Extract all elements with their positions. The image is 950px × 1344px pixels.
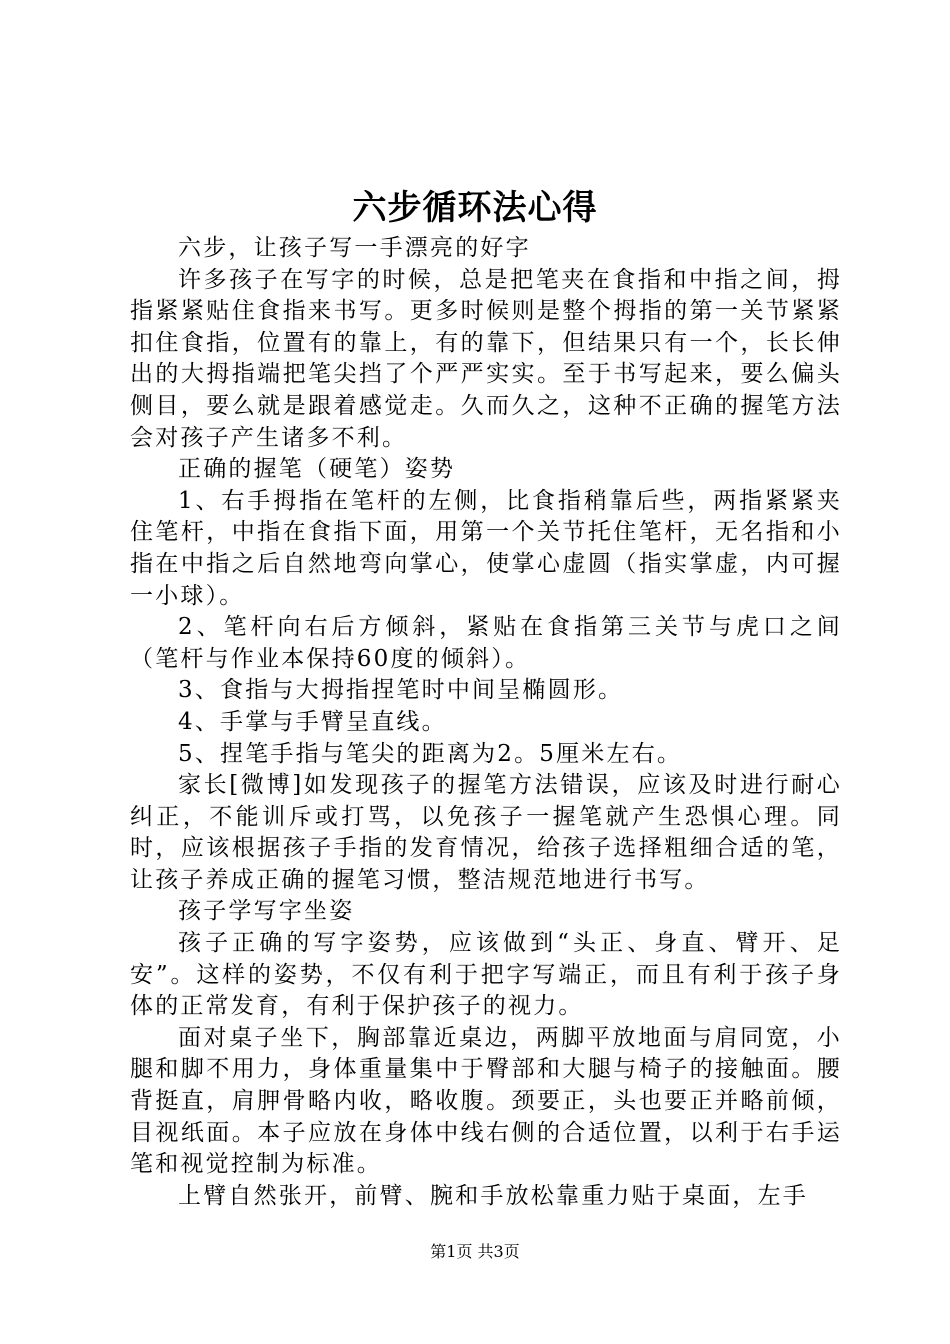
paragraph-step-5: 5、捏笔手指与笔尖的距离为2。5厘米左右。 bbox=[178, 740, 683, 767]
paragraph-arms: 上臂自然张开，前臂、腕和手放松靠重力贴于桌面，左手 bbox=[178, 1182, 808, 1209]
section-heading-grip: 正确的握笔（硬笔）姿势 bbox=[178, 456, 456, 483]
page-footer: 第1页 共3页 bbox=[430, 1242, 520, 1261]
paragraph-parents: 家长[微博]如发现孩子的握笔方法错误，应该及时进行耐心纠正，不能训斥或打骂，以免孩子一握笔就产生恐惧心理。同时，应该根据孩子手指的发育情况，给孩子选择粗细合适的笔，让孩子养成正确的握笔习惯，整洁规范地进行书写。 bbox=[130, 772, 842, 893]
paragraph-step-3: 3、食指与大拇指捏笔时中间呈椭圆形。 bbox=[178, 677, 624, 704]
document-title: 六步循环法心得 bbox=[352, 188, 598, 228]
paragraph-subtitle: 六步，让孩子写一手漂亮的好字 bbox=[178, 235, 531, 261]
paragraph-posture-intro: 孩子正确的写字姿势，应该做到“头正、身直、臂开、足安”。这样的姿势，不仅有利于把字写端正，而且有利于孩子身体的正常发育，有利于保护孩子的视力。 bbox=[130, 930, 842, 1020]
paragraph-step-2: 2、笔杆向右后方倾斜，紧贴在食指第三关节与虎口之间（笔杆与作业本保持60度的倾斜）。 bbox=[130, 614, 842, 672]
document-body bbox=[130, 233, 842, 1212]
paragraph-intro: 许多孩子在写字的时候，总是把笔夹在食指和中指之间，拇指紧紧贴住食指来书写。更多时候则是整个拇指的第一关节紧紧扣住食指，位置有的靠上，有的靠下，但结果只有一个，长长伸出的大拇指端把笔尖挡了个严严实实。至于书写起来，要么偏头侧目，要么就是跟着感觉走。久而久之，这种不正确的握笔方法会对孩子产生诸多不利。 bbox=[130, 266, 842, 451]
paragraph-step-4: 4、手掌与手臂呈直线。 bbox=[178, 708, 447, 735]
paragraph-sitting: 面对桌子坐下，胸部靠近桌边，两脚平放地面与肩同宽，小腿和脚不用力，身体重量集中于臀部和大腿与椅子的接触面。腰背挺直，肩胛骨略内收，略收腹。颈要正，头也要正并略前倾，目视纸面。本子应放在身体中线右侧的合适位置，以利于右手运笔和视觉控制为标准。 bbox=[130, 1024, 842, 1178]
paragraph-step-1: 1、右手拇指在笔杆的左侧，比食指稍靠后些，两指紧紧夹住笔杆，中指在食指下面，用第一个关节托住笔杆，无名指和小指在中指之后自然地弯向掌心，使掌心虚圆（指实掌虚，内可握一小球）。 bbox=[130, 487, 842, 609]
section-heading-posture: 孩子学写字坐姿 bbox=[178, 898, 355, 925]
